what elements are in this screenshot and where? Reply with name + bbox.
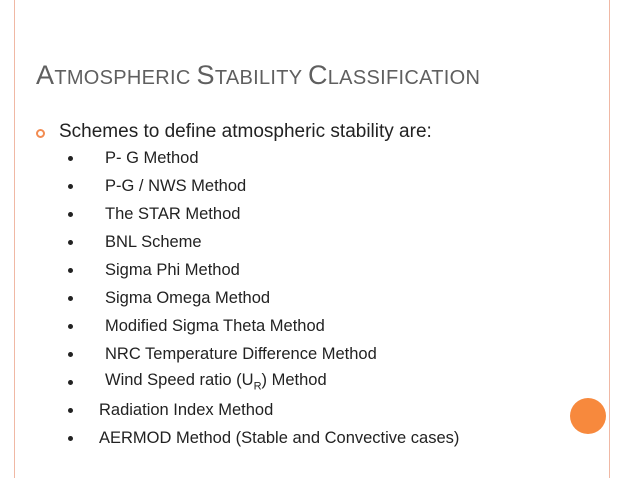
bullet-dot-icon xyxy=(68,436,73,441)
wind-subscript: R xyxy=(253,380,262,393)
main-bullet-text: Schemes to define atmospheric stability are: xyxy=(59,121,432,142)
list-item-text: P- G Method xyxy=(105,148,199,167)
wind-suffix: ) Method xyxy=(261,371,327,390)
ring-bullet-icon xyxy=(36,129,45,138)
title-part: LASSIFICATION xyxy=(327,67,481,89)
list-item xyxy=(68,426,459,450)
bullet-dot-icon xyxy=(68,324,73,329)
list-item-text: Sigma Phi Method xyxy=(105,260,240,279)
list-item xyxy=(68,146,199,170)
main-bullet xyxy=(36,120,432,144)
title-part: TMOSPHERIC xyxy=(54,67,197,89)
list-item-text: AERMOD Method (Stable and Convective cases) xyxy=(99,428,460,447)
bullet-dot-icon xyxy=(68,184,73,189)
list-item-text xyxy=(105,371,327,392)
bullet-dot-icon xyxy=(68,408,73,413)
slide-title xyxy=(36,60,480,100)
list-item xyxy=(68,202,240,226)
title-part: S xyxy=(196,60,215,90)
list-item-text: Sigma Omega Method xyxy=(105,288,271,307)
list-item-text: BNL Scheme xyxy=(105,232,202,251)
list-item xyxy=(68,370,327,394)
list-item xyxy=(68,314,325,338)
title-part: A xyxy=(36,60,55,90)
list-item xyxy=(68,286,270,310)
list-item-text: Radiation Index Method xyxy=(99,400,274,419)
bullet-dot-icon xyxy=(68,212,73,217)
bullet-dot-icon xyxy=(68,156,73,161)
bullet-dot-icon xyxy=(68,380,73,385)
list-item-text: P-G / NWS Method xyxy=(105,176,247,195)
list-item-text: NRC Temperature Difference Method xyxy=(105,344,377,363)
bullet-dot-icon xyxy=(68,352,73,357)
list-item xyxy=(68,258,240,282)
bullet-dot-icon xyxy=(68,268,73,273)
list-item xyxy=(68,342,377,366)
list-item xyxy=(68,230,202,254)
list-item-text: The STAR Method xyxy=(105,204,241,223)
list-item xyxy=(68,398,273,422)
list-item xyxy=(68,174,246,198)
bullet-dot-icon xyxy=(68,240,73,245)
bullet-dot-icon xyxy=(68,296,73,301)
decorative-orange-circle xyxy=(570,398,606,434)
list-item-text: Modified Sigma Theta Method xyxy=(105,316,325,335)
title-part: TABILITY xyxy=(214,67,308,89)
wind-prefix: Wind Speed ratio (U xyxy=(105,371,254,390)
title-part: C xyxy=(307,60,328,90)
